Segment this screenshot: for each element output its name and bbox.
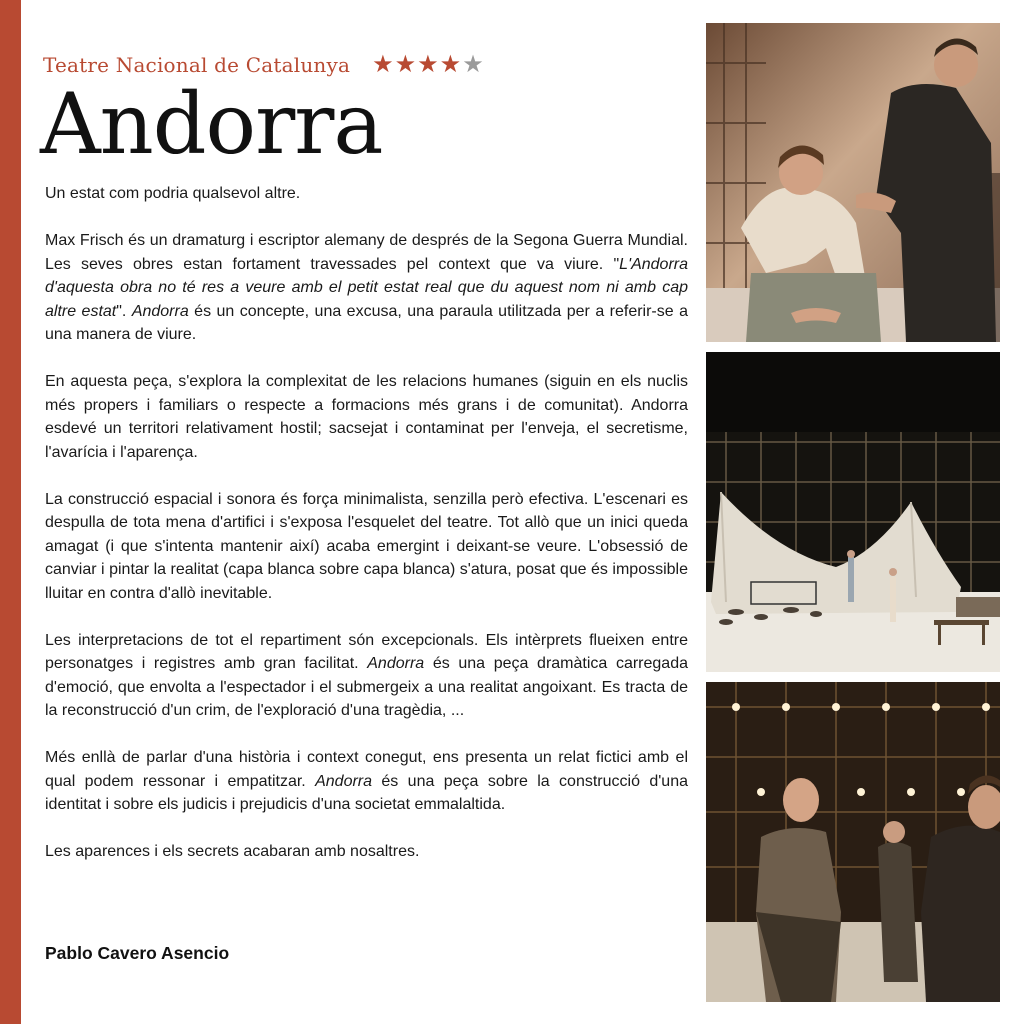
paragraph-2: En aquesta peça, s'explora la complexitat de les relacions humanes (siguin en els nuclis més propers i familiars o respecte a formacions més grans i de comunitat). Andorra esdevé un territori relativament hostil; sacsejat i contaminat per l'enveja, el secretisme, l'avarícia i l'aparença. xyxy=(45,373,688,461)
stage-photo-set-wide xyxy=(706,352,1000,672)
paragraph-5: Més enllà de parlar d'una història i context conegut, ens presenta un relat fictici amb el qual podem ressonar i empatitzar. Andorra és una peça sobre la construcció d'una identitat i sobre els judicis i prejudicis d'una societat emmalaltida. xyxy=(45,749,688,813)
paragraph-6: Les aparences i els secrets acabaran amb nosaltres. xyxy=(45,843,420,860)
star-empty-icon: ★ xyxy=(462,51,485,78)
paragraph-4: Les interpretacions de tot el repartiment són excepcionals. Els intèrprets flueixen entre personatges i registres amb gran facilitat. Andorra és una peça dramàtica carregada d'emoció, que envolta a l'espectador i el submergeix a una realitat angoixant. Es tracta de la reconstrucció d'un crim, de l'exploració d'una tragèdia, ... xyxy=(45,631,688,719)
article-body xyxy=(45,182,688,887)
play-title-ref: Andorra xyxy=(367,655,425,672)
paragraph-1: Max Frisch és un dramaturg i escriptor alemany de després de la Segona Guerra Mundial. Les seves obres estan fortament travessades pel context que va viure. "L'Andorra d'aquesta obra no té res a veure amb el petit estat real que du aquest nom ni amb cap altre estat". Andorra és un concepte, una excusa, una paraula utilitzada per a referir-se a una manera de viure. xyxy=(45,232,688,343)
stage-photo-three-actors xyxy=(706,682,1000,1002)
author-name: Pablo Cavero Asencio xyxy=(45,943,230,963)
tagline: Un estat com podria qualsevol altre. xyxy=(45,185,301,202)
stage-photo-two-actors xyxy=(706,23,1000,342)
paragraph-3: La construcció espacial i sonora és força minimalista, senzilla però efectiva. L'escenari es despulla de tota mena d'artifici i s'exposa l'esquelet del teatre. Tot allò que un inici queda amagat (i que s'intenta mantenir així) acaba emergint i deixant-se veure. L'obsessió de canviar i pintar la realitat (capa blanca sobre capa blanca) s'atura, posat que és impossible lluitar en contra d'allò inevitable. xyxy=(45,490,688,602)
star-filled-icon: ★ xyxy=(417,51,440,78)
star-rating xyxy=(372,53,485,77)
play-title-ref: Andorra xyxy=(131,302,189,320)
star-filled-icon: ★ xyxy=(394,51,418,78)
star-filled-icon: ★ xyxy=(439,51,463,78)
quote: L'Andorra d'aquesta obra no té res a veure amb el petit estat real que du aquest nom ni amb cap altre estat xyxy=(45,255,688,320)
star-filled-icon: ★ xyxy=(372,51,395,78)
accent-side-bar xyxy=(0,0,21,1024)
page-title: Andorra xyxy=(40,75,383,173)
play-title-ref: Andorra xyxy=(315,772,373,790)
venue-name: Teatre Nacional de Catalunya xyxy=(43,53,351,77)
